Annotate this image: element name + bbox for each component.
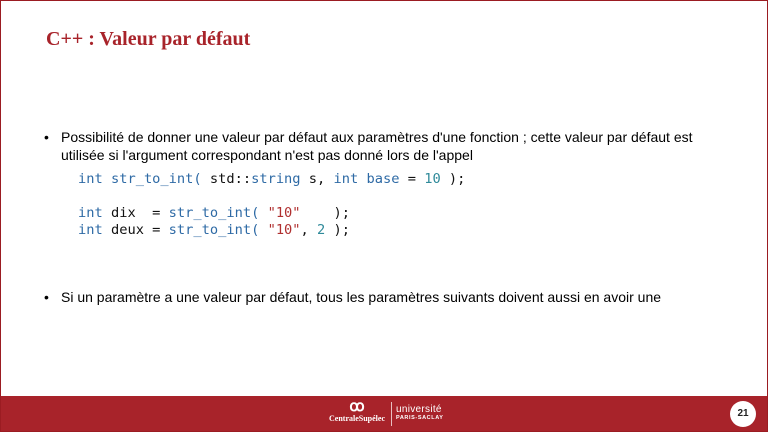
code-function: str_to_int(: [168, 222, 260, 238]
code-number: 2: [317, 222, 326, 238]
universite-logo-text: université: [396, 404, 442, 415]
code-token: deux =: [102, 222, 169, 238]
centralesupelec-logo: [324, 399, 390, 429]
code-token: dix =: [102, 205, 169, 221]
logo-divider: [391, 402, 392, 426]
code-keyword: int: [333, 171, 359, 187]
bullet-item-1: [44, 128, 734, 164]
code-token: );: [325, 222, 351, 238]
code-line-3: [78, 222, 350, 238]
slide-title: C++ : Valeur par défaut: [46, 28, 251, 50]
code-token: ,: [300, 222, 318, 238]
code-function: str_to_int(: [168, 205, 260, 221]
bullet-text: Si un paramètre a une valeur par défaut, tous les paramètres suivants doivent aussi en avoir une: [61, 289, 662, 305]
universite-paris-saclay-logo: [396, 404, 444, 422]
code-token: =: [399, 171, 425, 187]
code-line-2: [78, 205, 350, 221]
code-keyword: int: [78, 222, 103, 238]
bullet-marker: •: [44, 289, 49, 305]
code-token: );: [300, 205, 350, 221]
code-number: 10: [424, 171, 441, 187]
code-keyword: int: [78, 171, 103, 187]
centralesupelec-logo-text: CentraleSupélec: [329, 414, 385, 423]
code-token: [259, 205, 267, 221]
centralesupelec-logo-icon: ꝏ: [349, 398, 365, 415]
page-number: 21: [730, 401, 756, 427]
code-string: "10": [267, 205, 301, 221]
code-parameter: base: [366, 171, 400, 187]
code-keyword: int: [78, 205, 103, 221]
footer-bar: [1, 396, 767, 431]
code-function: str_to_int(: [110, 171, 202, 187]
code-token: );: [440, 171, 466, 187]
bullet-marker: •: [44, 129, 49, 145]
bullet-text: Possibilité de donner une valeur par défaut aux paramètres d'une fonction ; cette valeur par défaut est utilisée si l'argument correspondant n'est pas donné lors de l'appel: [61, 129, 693, 163]
code-token: std::: [201, 171, 252, 187]
paris-saclay-logo-text: PARIS-SACLAY: [396, 415, 444, 421]
code-token: s,: [300, 171, 334, 187]
code-token: [103, 171, 111, 187]
code-block: [78, 171, 465, 239]
code-line-1: [78, 171, 465, 187]
bullet-item-2: [44, 288, 734, 306]
code-string: "10": [267, 222, 301, 238]
code-token: [259, 222, 267, 238]
code-token: [358, 171, 366, 187]
code-keyword: string: [251, 171, 301, 187]
